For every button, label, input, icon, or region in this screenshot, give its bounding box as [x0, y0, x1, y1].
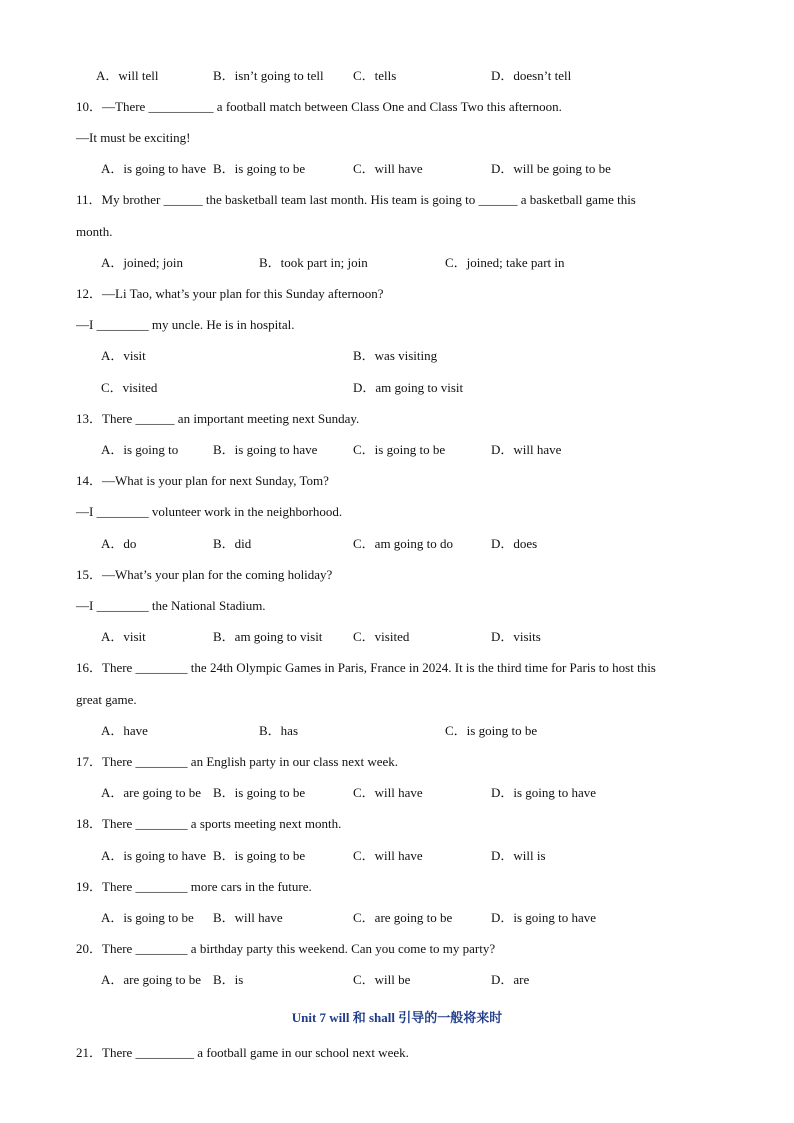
question-line: 14．—What is your plan for next Sunday, Tom? — [76, 473, 329, 488]
answer-option: C．joined; take part in — [445, 255, 565, 270]
answer-option: B．has — [259, 723, 299, 738]
answer-option: A．are going to be — [101, 785, 202, 800]
answer-option: D．will have — [491, 442, 562, 457]
question-line: 21．There _________ a football game in our school next week. — [76, 1045, 409, 1060]
question-line: —I ________ volunteer work in the neighborhood. — [76, 504, 343, 519]
question-line: month. — [76, 224, 113, 239]
answer-option: C．tells — [353, 68, 397, 83]
answer-option: B．is going to have — [213, 442, 318, 457]
question-line: —I ________ the National Stadium. — [76, 598, 266, 613]
answer-option: B．took part in; join — [259, 255, 368, 270]
section-heading: Unit 7 will 和 shall 引导的一般将来时 — [291, 1010, 503, 1025]
answer-option: D．am going to visit — [353, 380, 464, 395]
question-line: great game. — [76, 692, 137, 707]
answer-option: A．visit — [101, 348, 146, 363]
answer-option: A．have — [101, 723, 148, 738]
answer-option: C．is going to be — [353, 442, 446, 457]
answer-option: D．will is — [491, 848, 546, 863]
answer-option: D．will be going to be — [491, 161, 611, 176]
answer-option: A．do — [101, 536, 137, 551]
answer-option: B．isn’t going to tell — [213, 68, 324, 83]
answer-option: C．will have — [353, 848, 423, 863]
answer-option: A．visit — [101, 629, 146, 644]
answer-option: B．was visiting — [353, 348, 438, 363]
answer-option: C．will have — [353, 785, 423, 800]
answer-option: B．is going to be — [213, 848, 306, 863]
question-line: 19．There ________ more cars in the future. — [76, 879, 312, 894]
answer-option: B．will have — [213, 910, 283, 925]
question-line: 18．There ________ a sports meeting next month. — [76, 816, 342, 831]
question-line: —It must be exciting! — [76, 130, 191, 145]
answer-option: A．are going to be — [101, 972, 202, 987]
answer-option: D．does — [491, 536, 538, 551]
answer-option: A．is going to have — [101, 848, 207, 863]
answer-option: A．joined; join — [101, 255, 183, 270]
question-line: 16．There ________ the 24th Olympic Games in Paris, France in 2024. It is the third time for Paris to host this — [76, 660, 656, 675]
question-line: 10．—There __________ a football match between Class One and Class Two this afternoon. — [76, 99, 562, 114]
answer-option: D．is going to have — [491, 910, 597, 925]
answer-option: C．will have — [353, 161, 423, 176]
answer-option: D．visits — [491, 629, 541, 644]
answer-option: A．is going to — [101, 442, 179, 457]
question-line: 15．—What’s your plan for the coming holiday? — [76, 567, 333, 582]
answer-option: D．are — [491, 972, 530, 987]
answer-option: B．is going to be — [213, 785, 306, 800]
answer-option: D．doesn’t tell — [491, 68, 572, 83]
question-line: 12．—Li Tao, what’s your plan for this Sunday afternoon? — [76, 286, 384, 301]
answer-option: A．will tell — [96, 68, 159, 83]
question-line: —I ________ my uncle. He is in hospital. — [76, 317, 295, 332]
question-line: 17．There ________ an English party in our class next week. — [76, 754, 399, 769]
answer-option: A．is going to be — [101, 910, 194, 925]
answer-option: C．am going to do — [353, 536, 454, 551]
answer-option: C．visited — [101, 380, 158, 395]
answer-option: B．is — [213, 972, 244, 987]
question-line: 11．My brother ______ the basketball team last month. His team is going to ______ a basketball game this — [76, 192, 636, 207]
question-line: 20．There ________ a birthday party this weekend. Can you come to my party? — [76, 941, 496, 956]
answer-option: D．is going to have — [491, 785, 597, 800]
answer-option: C．will be — [353, 972, 411, 987]
answer-option: B．is going to be — [213, 161, 306, 176]
answer-option: C．visited — [353, 629, 410, 644]
answer-option: C．is going to be — [445, 723, 538, 738]
answer-option: B．did — [213, 536, 252, 551]
question-line: 13．There ______ an important meeting next Sunday. — [76, 411, 360, 426]
answer-option: C．are going to be — [353, 910, 453, 925]
answer-option: B．am going to visit — [213, 629, 323, 644]
answer-option: A．is going to have — [101, 161, 207, 176]
